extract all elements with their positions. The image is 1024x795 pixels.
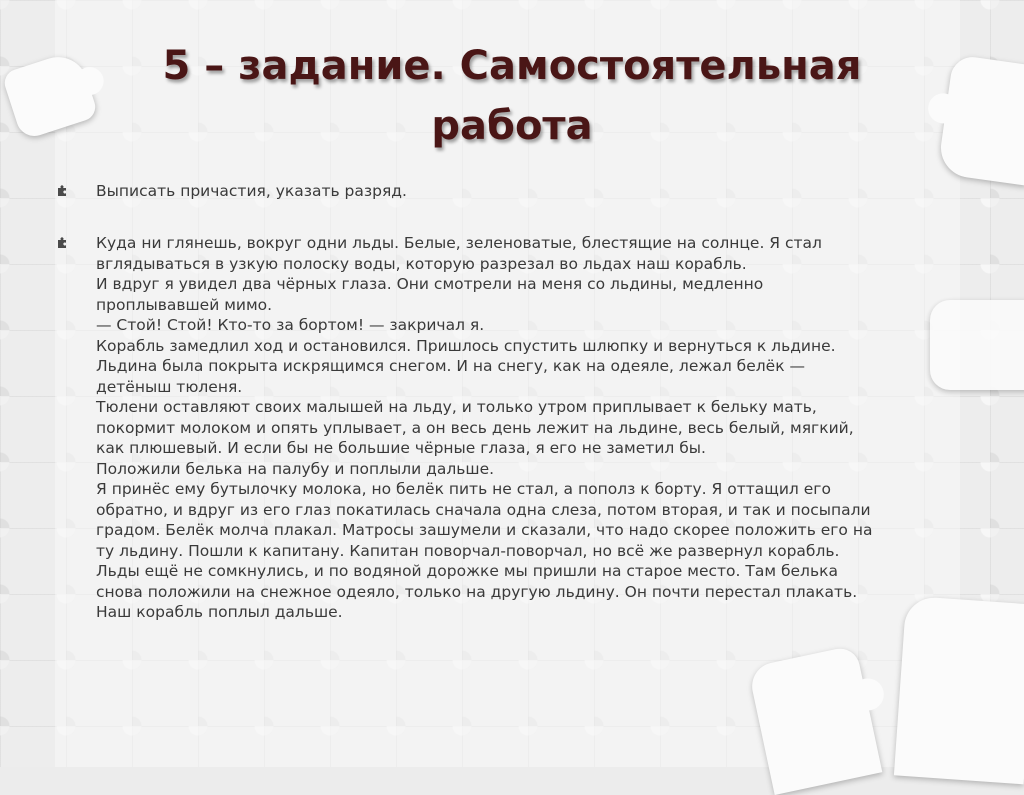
bullet-item-task bbox=[56, 181, 956, 202]
passage-text: Куда ни глянешь, вокруг одни льды. Белые, зеленоватые, блестящие на солнце. Я стал вглядываться в узкую полоску воды, которую разрезал во льдах наш корабль. И вдруг я увидел два чёрных глаза. Они смотрели на меня со льдины, медленно проплывавшей мимо. — Стой! Стой! Кто-то за бортом! — закричал я. Корабль замедлил ход и остановился. Пришлось спустить шлюпку и вернуться к льдине. Льдина была покрыта искрящимся снегом. И на снегу, как на одеяле, лежал белёк — детёныш тюленя. Тюлени оставляют своих малышей на льду, и только утром приплывает к бельку мать, покормит молоком и опять уплывает, а он весь день лежит на льдине, весь белый, мягкий, как плюшевый. И если бы не большие чёрные глаза, я его не заметил бы. Положили белька на палубу и поплыли дальше. Я принёс ему бутылочку молока, но белёк пить не стал, а пополз к борту. Я оттащил его обратно, и вдруг из его глаз покатилась сначала одна слеза, потом вторая, и так и посыпали градом. Белёк молча плакал. Матросы зашумели и сказали, что надо скорее положить его на ту льдину. Пошли к капитану. Капитан поворчал-поворчал, но всё же развернул корабль. Льды ещё не сомкнулись, и по водяной дорожке мы пришли на старое место. Там белька снова положили на снежное одеяло, только на другую льдину. Он почти перестал плакать. Наш корабль поплыл дальше. bbox=[96, 234, 873, 621]
task-text: Выписать причастия, указать разряд. bbox=[96, 182, 407, 200]
puzzle-bullet-icon bbox=[56, 237, 68, 249]
slide-title: 5 – задание. Самостоятельная работа bbox=[162, 43, 862, 149]
bullet-item-passage bbox=[56, 233, 956, 623]
puzzle-bullet-icon bbox=[56, 185, 68, 197]
puzzle-piece-icon bbox=[894, 596, 1024, 785]
